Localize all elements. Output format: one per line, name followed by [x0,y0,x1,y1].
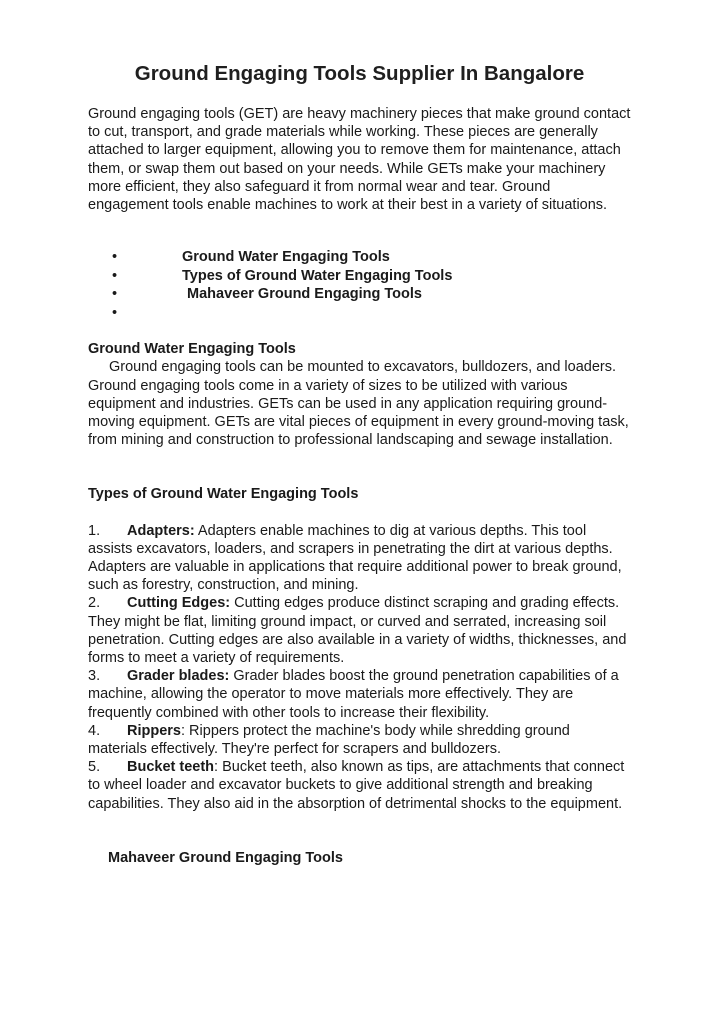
bullet-icon: • [112,304,118,321]
type-item [88,522,631,595]
item-text: : Bucket teeth, also known as tips, are attachments that connect to wheel loader and excavator buckets to give additional strength and breaking capabilities. They also aid in the absorption of detrimental shocks to the equipment. [88,759,625,812]
page-title: Ground Engaging Tools Supplier In Bangalore [134,62,585,85]
type-item [88,758,631,813]
section-body-water-text: Ground engaging tools can be mounted to excavators, bulldozers, and loaders. Ground engaging tools come in a variety of sizes to be utilized with various equipment and industries. GETs can be used in any application requiring ground-moving equipment. GETs are vital pieces of equipment in every ground-moving task, from mining and construction to professional landscaping and sewage installation. [88,359,629,449]
toc-item-label: Types of Ground Water Engaging Tools [182,267,453,284]
bullet-icon: • [112,249,118,266]
item-term: Cutting Edges: [127,595,231,612]
item-text: : Rippers protect the machine's body while shredding ground materials effectively. They're perfect for scrapers and bulldozers. [88,722,570,758]
item-term: Bucket teeth [127,759,215,776]
bullet-icon: • [112,286,118,303]
toc-item [88,248,631,267]
type-item [88,594,631,667]
intro-paragraph: Ground engaging tools (GET) are heavy machinery pieces that make ground contact to cut, transport, and grade materials while working. These pieces are generally attached to larger equipment, allowing you to remove them for maintenance, attach them, or swap them out based on your needs. While GETs make your machinery more efficient, they also safeguard it from normal wear and tear. Ground engagement tools enable machines to work at their best in a variety of situations. [88,106,631,214]
item-number: 2. [88,595,101,612]
toc-item-label: Mahaveer Ground Engaging Tools [187,286,422,303]
type-item [88,667,631,722]
item-number: 1. [88,522,101,539]
bullet-icon: • [112,267,118,284]
toc-item-label: Ground Water Engaging Tools [182,249,390,266]
section-heading-water: Ground Water Engaging Tools [88,341,296,358]
item-number: 3. [88,668,101,685]
section-heading-types: Types of Ground Water Engaging Tools [88,486,359,503]
toc-item [88,267,631,286]
item-number: 5. [88,759,101,776]
item-text: Adapters enable machines to dig at various depths. This tool assists excavators, loaders, and scrapers in penetrating the dirt at various depths. Adapters are valuable in applications that require additional power to break ground, such as forestry, construction, and mining. [88,522,622,594]
section-body-water [88,358,631,449]
item-text: Cutting edges produce distinct scraping and grading effects. They might be flat, limiting ground impact, or curved and serrated, increasing soil penetration. Cutting edges are also available in a variety of widths, thicknesses, and forms to meet a variety of requirements. [88,595,627,667]
type-item [88,722,631,758]
item-number: 4. [88,722,101,739]
types-list [88,522,631,813]
toc-item [88,304,631,323]
toc-list [88,248,631,322]
item-term: Adapters: [127,522,195,539]
item-text: Grader blades boost the ground penetration capabilities of a machine, allowing the operator to move materials more effectively. They are frequently combined with other tools to increase their flexibility. [88,668,619,721]
item-term: Rippers [127,722,181,739]
section-heading-mahaveer: Mahaveer Ground Engaging Tools [108,849,343,866]
toc-item [88,285,631,304]
item-term: Grader blades: [127,668,230,685]
